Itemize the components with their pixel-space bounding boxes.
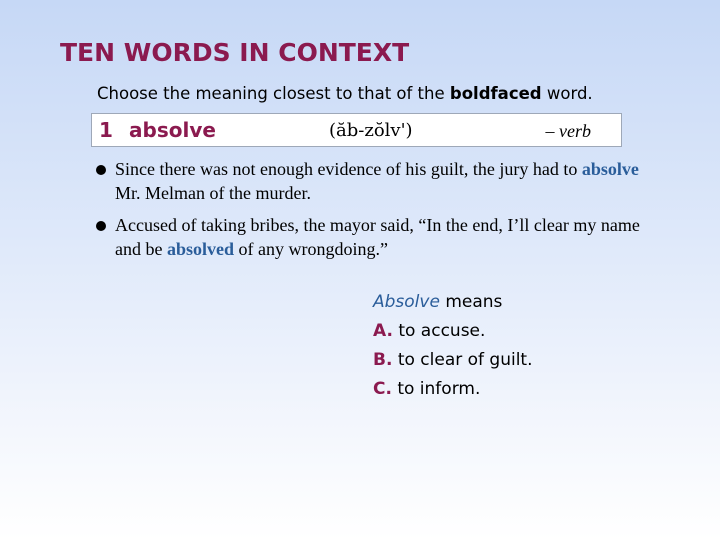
option-letter: A.: [373, 321, 393, 341]
instruction-before: Choose the meaning closest to that of the: [97, 84, 450, 103]
example-sentence-1: [96, 157, 641, 205]
bullet-icon: [96, 221, 106, 231]
question-prompt: [373, 290, 533, 319]
question-word: Absolve: [373, 292, 440, 312]
word-number: 1: [99, 118, 113, 142]
option-b[interactable]: [373, 348, 533, 377]
sentence-text: [115, 213, 641, 261]
instruction-text: [97, 84, 593, 103]
sentence-text: [115, 157, 641, 205]
answer-choices: [373, 290, 533, 406]
page-title: TEN WORDS IN CONTEXT: [60, 38, 410, 67]
example-sentence-2: [96, 213, 641, 261]
sentence-keyword: absolve: [581, 159, 639, 179]
option-letter: C.: [373, 379, 392, 399]
pronunciation: (ăb-zŏlv'): [329, 120, 413, 141]
option-text: to clear of guilt.: [392, 350, 533, 370]
option-letter: B.: [373, 350, 393, 370]
option-c[interactable]: [373, 377, 533, 406]
instruction-bold: boldfaced: [449, 84, 542, 103]
instruction-after: word.: [541, 84, 593, 103]
option-text: to inform.: [391, 379, 481, 399]
sentence-before: Since there was not enough evidence of his guilt, the jury had to: [115, 159, 582, 179]
vocab-word: absolve: [129, 118, 216, 142]
sentence-after: Mr. Melman of the murder.: [115, 183, 311, 203]
question-rest: means: [439, 292, 503, 312]
option-text: to accuse.: [392, 321, 486, 341]
option-a[interactable]: [373, 319, 533, 348]
sentence-after: of any wrongdoing.”: [234, 239, 388, 259]
part-of-speech: – verb: [545, 121, 591, 141]
bullet-icon: [96, 165, 106, 175]
sentence-keyword: absolved: [166, 239, 235, 259]
sentence-before: Accused of taking bribes, the mayor said, “In the end, I’ll clear my name and be: [115, 215, 640, 259]
word-header-box: [91, 113, 622, 147]
